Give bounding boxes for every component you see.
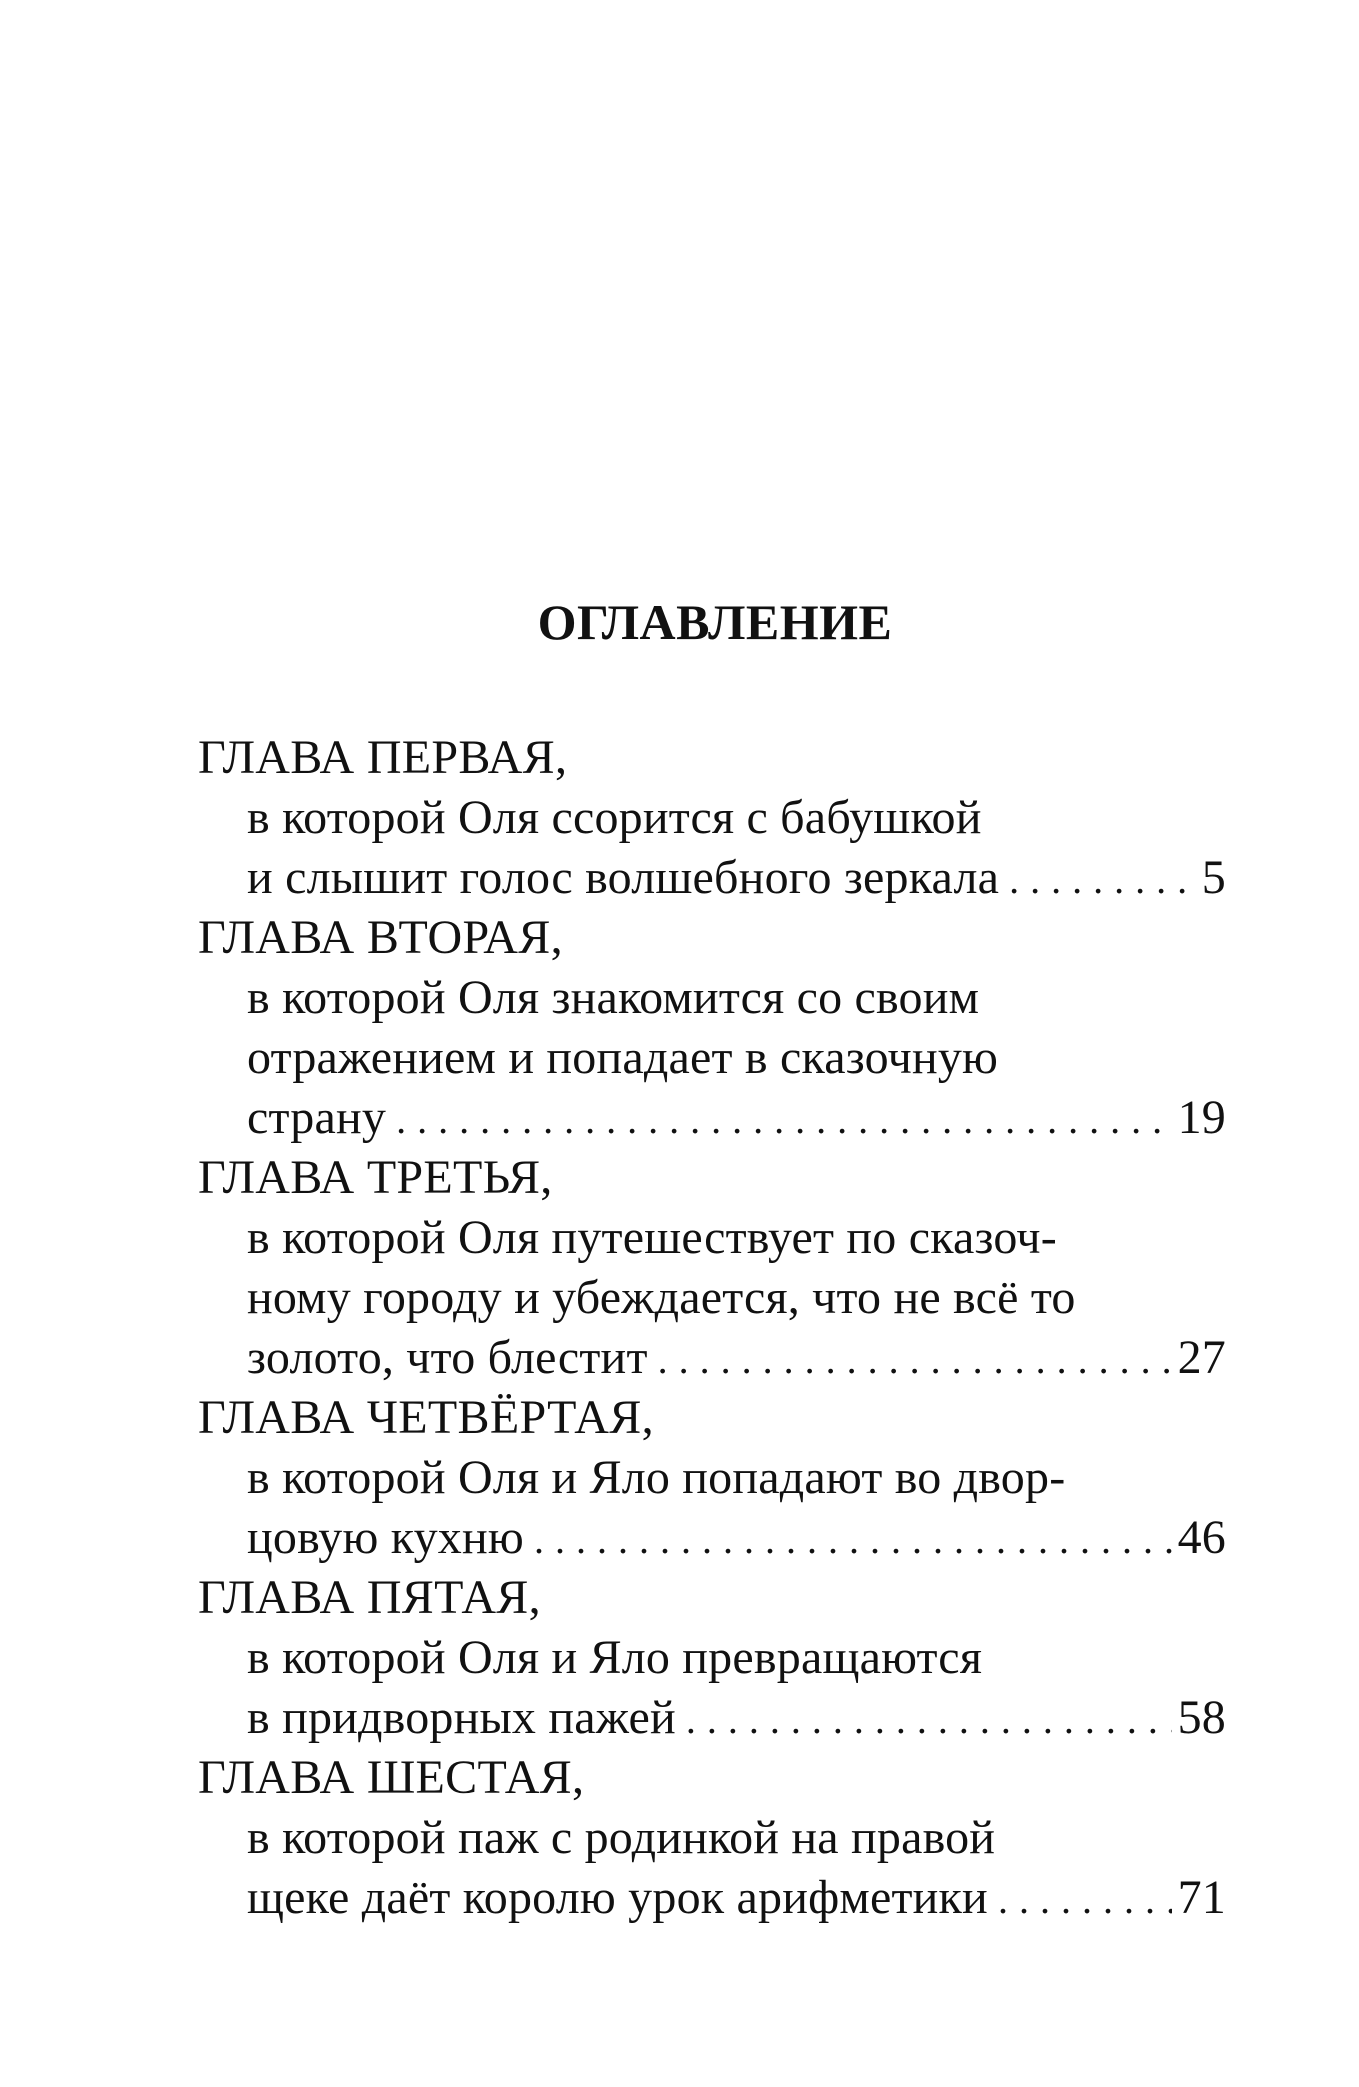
chapter-heading: ГЛАВА ПЕРВАЯ, [198, 731, 568, 784]
toc-entry [198, 728, 1226, 908]
page-number: 5 [1201, 851, 1226, 904]
page-number: 71 [1177, 1871, 1226, 1924]
chapter-last-line [198, 1328, 1226, 1388]
chapter-last-line-text: страну [247, 1091, 387, 1144]
chapter-last-line-text: и слышит голос волшебного зеркала [247, 851, 1000, 904]
page-number: 19 [1177, 1091, 1226, 1144]
toc-entry [198, 908, 1226, 1148]
chapter-last-line [198, 1868, 1226, 1928]
toc-list [198, 728, 1226, 1928]
chapter-description-line: в которой паж с родинкой на правой [247, 1811, 996, 1864]
chapter-last-line [198, 1508, 1226, 1568]
dot-leader [686, 1690, 1172, 1750]
chapter-last-line [198, 848, 1226, 908]
page-number: 27 [1177, 1331, 1226, 1384]
dot-leader [658, 1330, 1172, 1390]
toc-entry [198, 1568, 1226, 1748]
chapter-last-line [198, 1088, 1226, 1148]
chapter-description-line: в которой Оля знакомится со своим [247, 971, 980, 1024]
chapter-heading: ГЛАВА ВТОРАЯ, [198, 911, 563, 964]
chapter-description-line: ному городу и убеждается, что не всё то [247, 1271, 1076, 1324]
chapter-description-line: в которой Оля и Яло попадают во двор- [247, 1451, 1066, 1504]
chapter-description-line: в которой Оля ссорится с бабушкой [247, 791, 982, 844]
chapter-description-line: в которой Оля и Яло превращаются [247, 1631, 983, 1684]
chapter-last-line-text: цовую кухню [247, 1511, 524, 1564]
toc-entry [198, 1148, 1226, 1388]
chapter-last-line-text: в придворных пажей [247, 1691, 676, 1744]
page-number: 46 [1177, 1511, 1226, 1564]
dot-leader [534, 1510, 1172, 1570]
chapter-heading: ГЛАВА ШЕСТАЯ, [198, 1751, 585, 1804]
chapter-last-line [198, 1688, 1226, 1748]
chapter-heading: ГЛАВА ТРЕТЬЯ, [198, 1151, 553, 1204]
toc-entry [198, 1388, 1226, 1568]
chapter-last-line-text: золото, что блестит [247, 1331, 648, 1384]
dot-leader [396, 1090, 1172, 1150]
toc-entry [198, 1748, 1226, 1928]
dot-leader [998, 1870, 1172, 1930]
toc-title: ОГЛАВЛЕНИЕ [537, 594, 893, 650]
chapter-description-line: в которой Оля путешествует по сказоч- [247, 1211, 1057, 1264]
chapter-last-line-text: щеке даёт королю урок арифметики [247, 1871, 988, 1924]
page-number: 58 [1177, 1691, 1226, 1744]
dot-leader [1009, 850, 1196, 910]
chapter-heading: ГЛАВА ЧЕТВЁРТАЯ, [198, 1391, 654, 1444]
chapter-description-line: отражением и попадает в сказочную [247, 1031, 999, 1084]
chapter-heading: ГЛАВА ПЯТАЯ, [198, 1571, 541, 1624]
